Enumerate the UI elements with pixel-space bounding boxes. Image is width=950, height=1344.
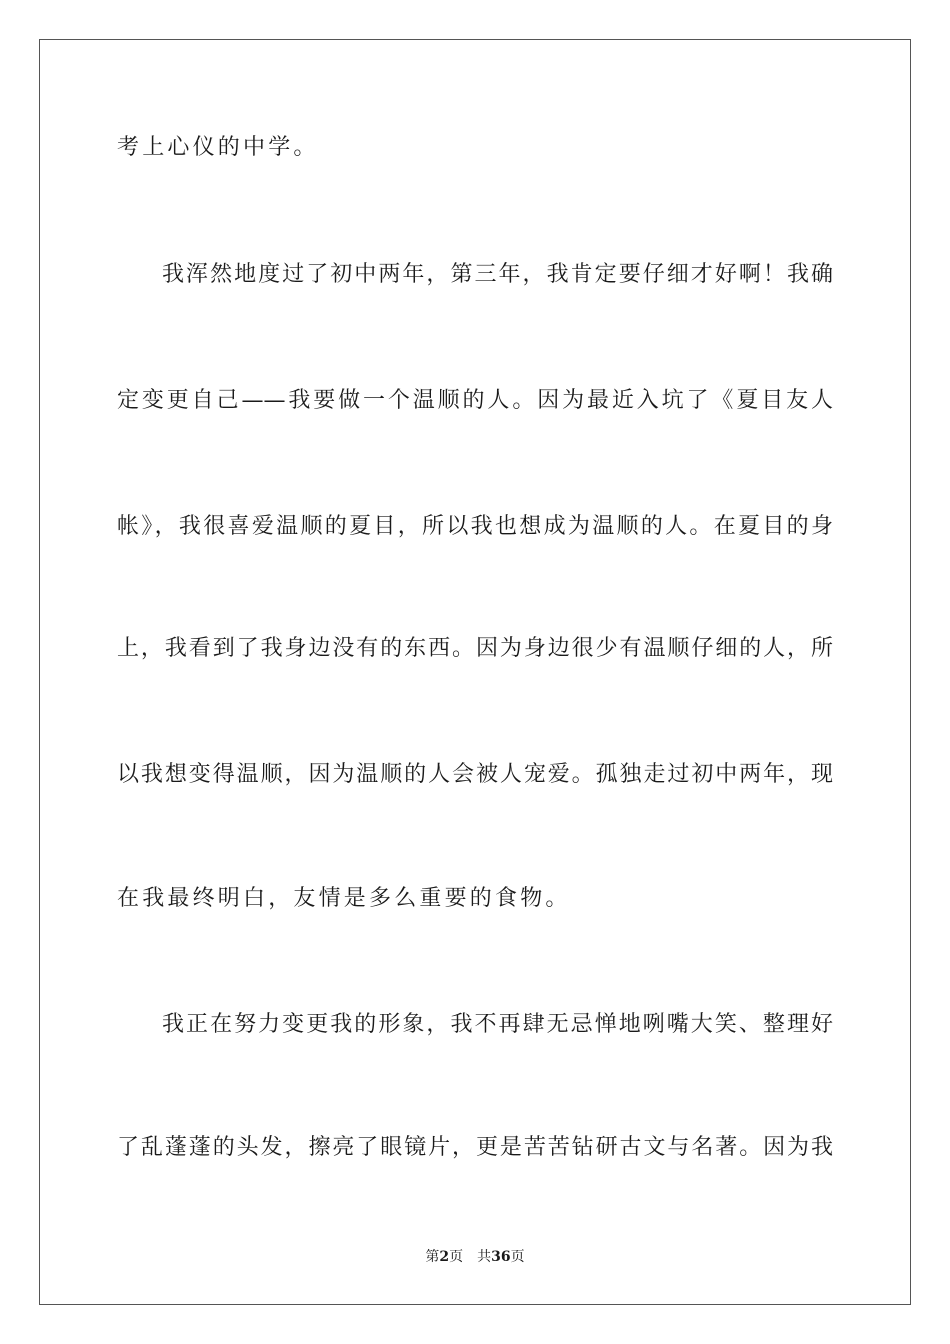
paragraph-first-line: 我浑然地度过了初中两年，第三年，我肯定要仔细才好啊！我确 <box>162 262 833 287</box>
text-line: 了乱蓬蓬的头发，擦亮了眼镜片，更是苦苦钻研古文与名著。因为我 <box>117 1135 833 1160</box>
page-number: 2 <box>439 1249 450 1265</box>
paragraph-first-line: 我正在努力变更我的形象，我不再肆无忌惮地咧嘴大笑、整理好 <box>162 1012 833 1037</box>
text-line: 定变更自己——我要做一个温顺的人。因为最近入坑了《夏目友人 <box>117 388 833 413</box>
page-prefix: 第 <box>425 1249 440 1265</box>
text-line: 帐》，我很喜爱温顺的夏目，所以我也想成为温顺的人。在夏目的身 <box>117 514 833 539</box>
text-line: 以我想变得温顺，因为温顺的人会被人宠爱。孤独走过初中两年，现 <box>117 762 833 787</box>
text-line: 在我最终明白，友情是多么重要的食物。 <box>117 886 571 911</box>
total-suffix: 页 <box>510 1249 525 1265</box>
text-line: 考上心仪的中学。 <box>117 135 319 160</box>
text-line: 上，我看到了我身边没有的东西。因为身边很少有温顺仔细的人，所 <box>117 636 833 661</box>
page-footer <box>0 1248 950 1266</box>
page-suffix: 页 <box>449 1249 464 1265</box>
total-prefix: 共 <box>477 1249 492 1265</box>
page-border <box>39 39 911 1305</box>
total-pages: 36 <box>491 1249 511 1265</box>
